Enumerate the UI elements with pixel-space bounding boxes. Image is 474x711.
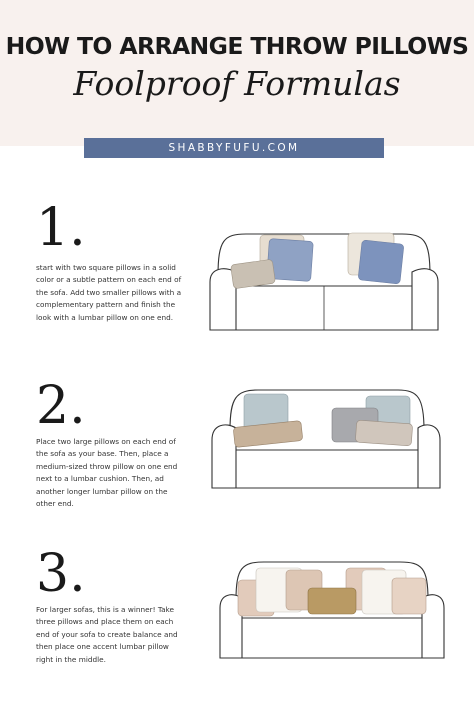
pillow-blush xyxy=(392,578,426,614)
brand-bar: SHABBYFUFU.COM xyxy=(84,138,384,158)
sofa-illustration-2 xyxy=(208,386,444,492)
step-2-text: Place two large pillows on each end of the sofa as your base. Then, place a medium-sized throw pillow on one end next to a lumbar cushion. Then, ad another longer lumbar pillow on the other end. xyxy=(36,437,178,509)
step-3-number: 3. xyxy=(36,544,86,604)
step-2-number: 2. xyxy=(36,376,86,436)
sofa-illustration-3 xyxy=(216,558,448,662)
pillow-lumbar-long xyxy=(355,420,412,446)
page-title: HOW TO ARRANGE THROW PILLOWS xyxy=(5,32,469,60)
step-1-text: start with two square pillows in a solid color or a subtle pattern on each end of the sofa. Add two smaller pillows with a complementary pattern and finish the look with a lumbar pillow on one end. xyxy=(36,263,182,322)
pillow-blue-pattern xyxy=(358,240,404,284)
step-1-number: 1. xyxy=(36,198,86,258)
sofa-illustration-1 xyxy=(206,228,442,334)
step-3-text: For larger sofas, this is a winner! Take three pillows and place them on each end of your sofa to create balance and then place one accent lumbar pillow right in the middle. xyxy=(36,605,178,664)
page-subtitle: Foolproof Formulas xyxy=(73,64,401,103)
pillow-accent-lumbar xyxy=(308,588,356,614)
